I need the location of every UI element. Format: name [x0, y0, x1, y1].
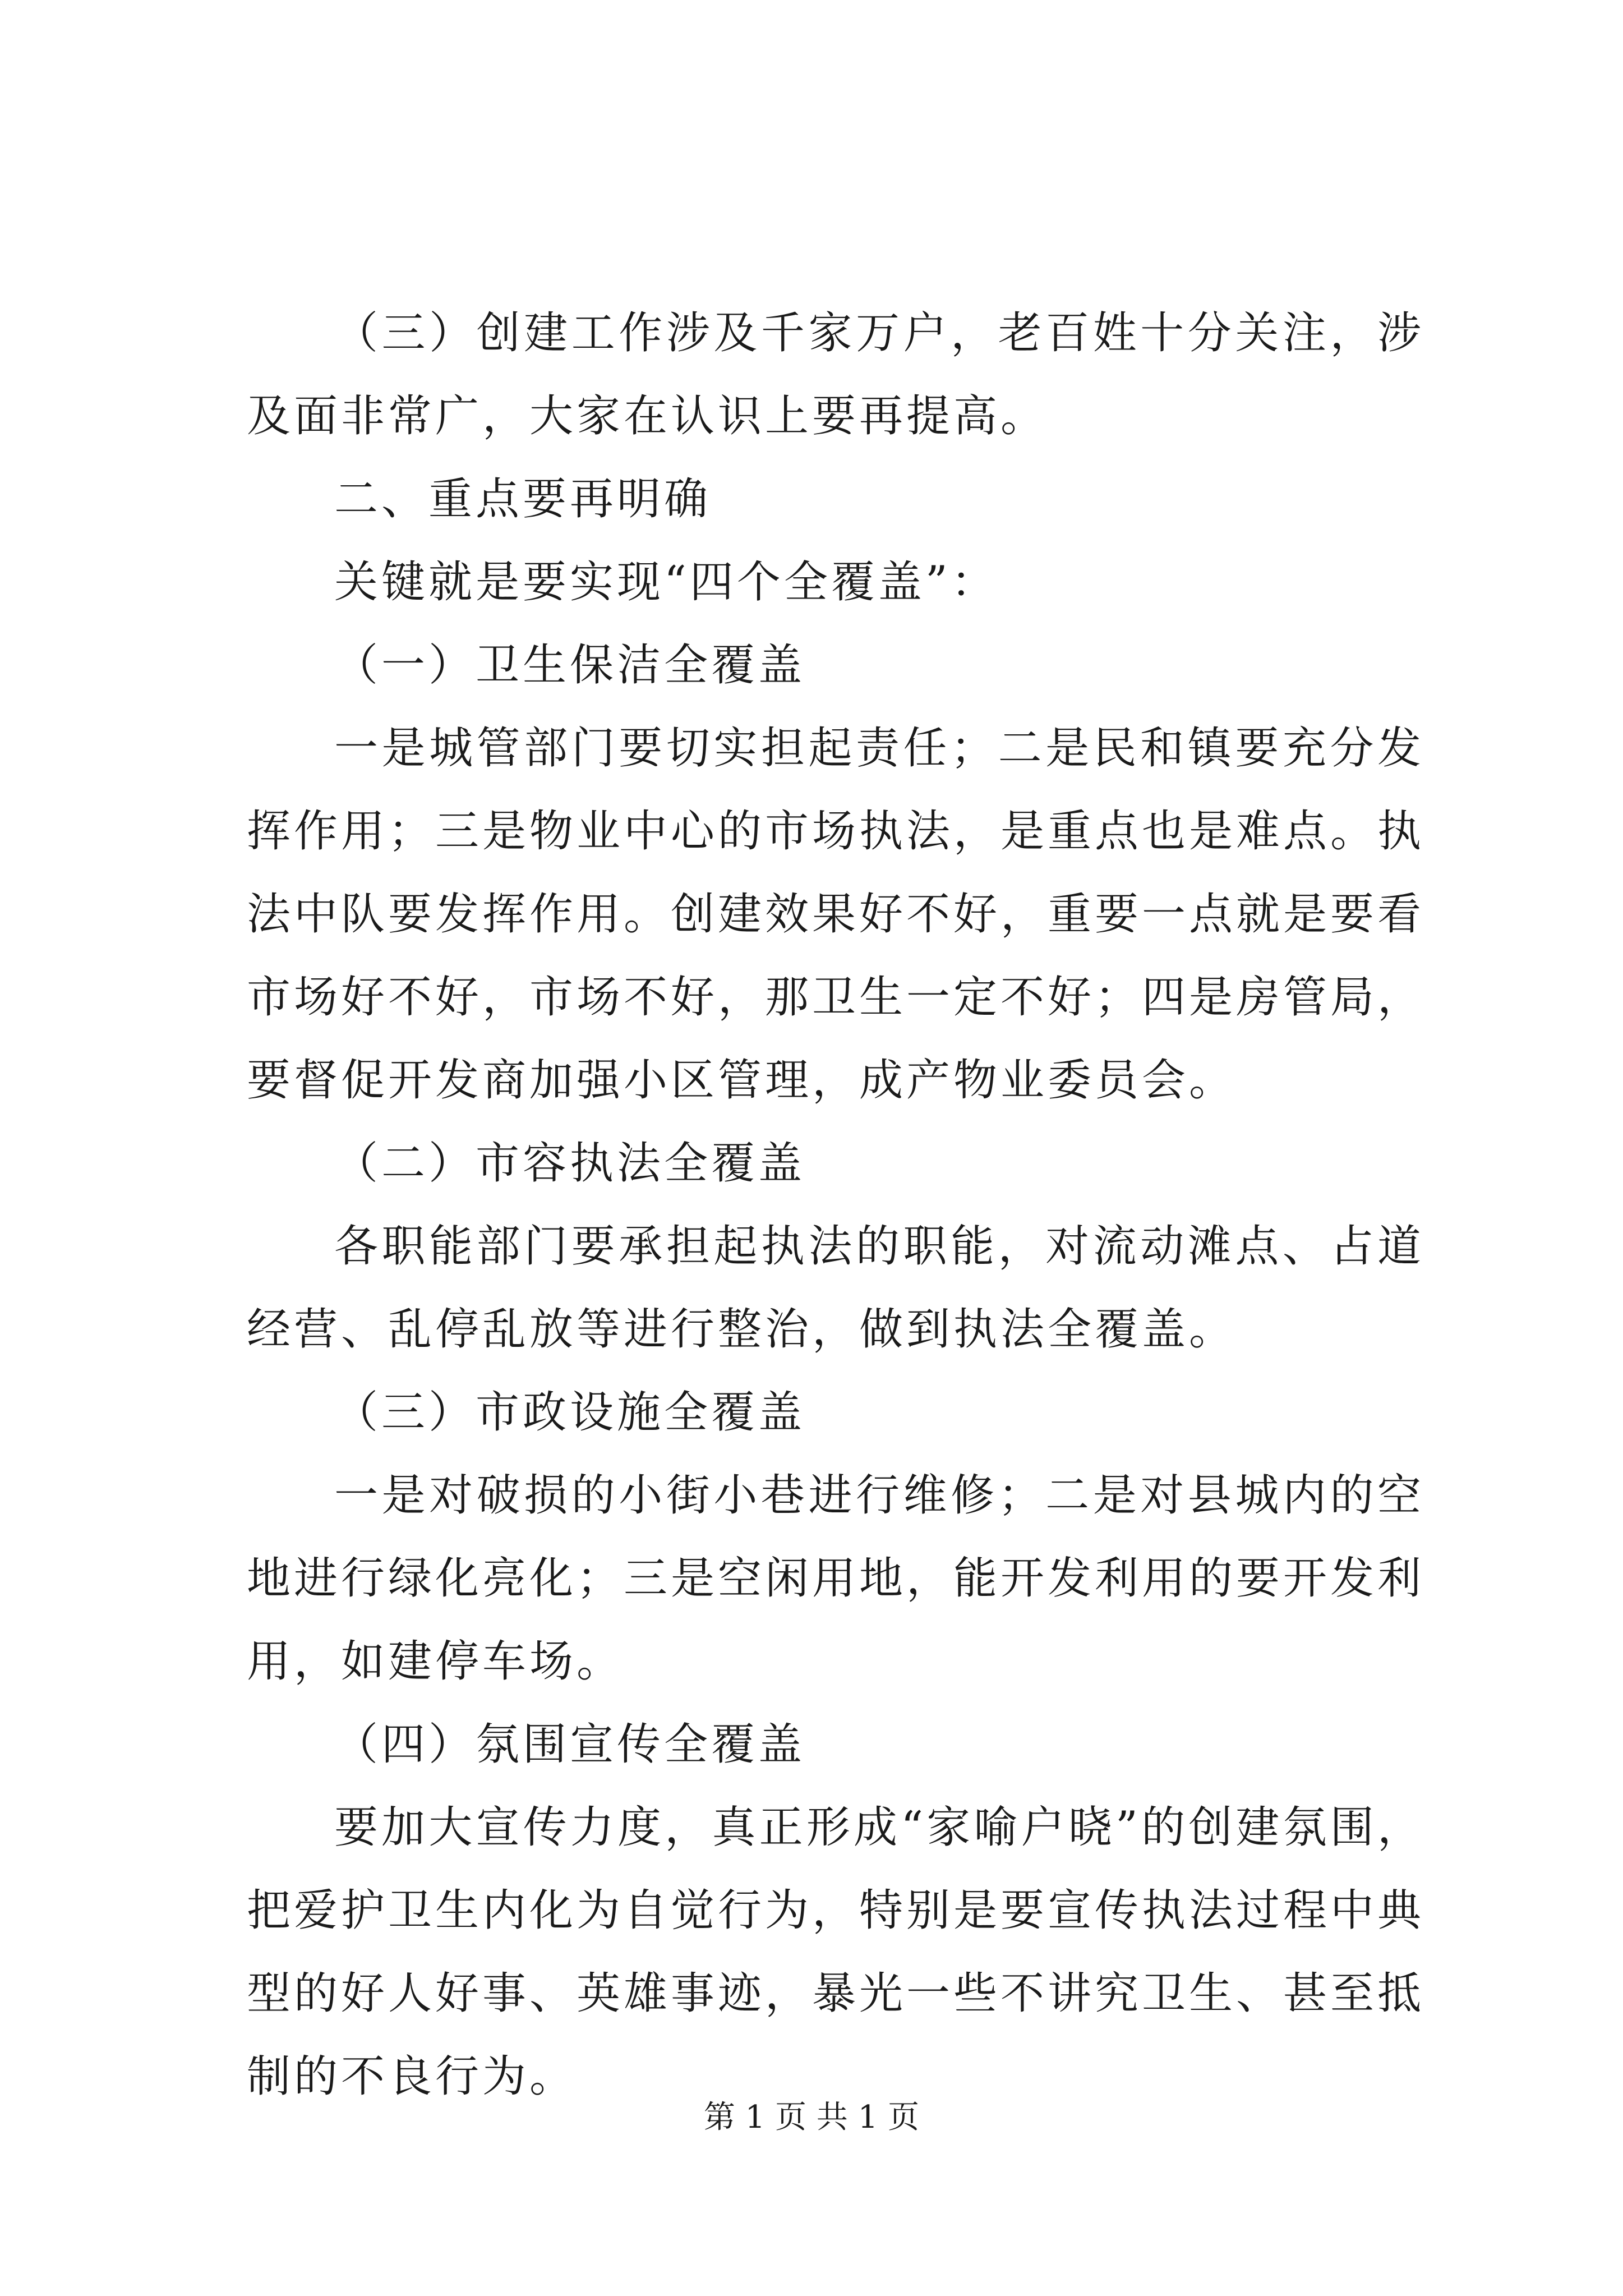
paragraph-1: （三）创建工作涉及千家万户，老百姓十分关注，涉及面非常广，大家在认识上要再提高。: [247, 308, 1424, 441]
paragraph-6: （二）市容执法全覆盖: [334, 1138, 806, 1189]
paragraph-8: （三）市政设施全覆盖: [334, 1387, 806, 1438]
paragraph-10: （四）氛围宣传全覆盖: [334, 1719, 806, 1770]
document-body: [247, 292, 1424, 2118]
paragraph-9: 一是对破损的小街小巷进行维修；二是对县城内的空地进行绿化亮化；三是空闲用地，能开发利用的要开发利用，如建停车场。: [247, 1470, 1425, 1687]
paragraph-11: 要加大宣传力度，真正形成“家喻户晓”的创建氛围，把爱护卫生内化为自觉行为，特别是要宣传执法过程中典型的好人好事、英雄事迹，暴光一些不讲究卫生、甚至抵制的不良行为。: [247, 1802, 1425, 2102]
paragraph-5: 一是城管部门要切实担起责任；二是民和镇要充分发挥作用；三是物业中心的市场执法，是重点也是难点。执法中队要发挥作用。创建效果好不好，重要一点就是要看市场好不好，市场不好，那卫生一定不好；四是房管局，要督促开发商加强小区管理，成产物业委员会。: [247, 723, 1425, 1106]
paragraph-7: 各职能部门要承担起执法的职能，对流动滩点、占道经营、乱停乱放等进行整治，做到执法全覆盖。: [247, 1221, 1424, 1355]
paragraph-2: 二、重点要再明确: [334, 474, 712, 524]
paragraph-3: 关键就是要实现“四个全覆盖”：: [334, 557, 998, 608]
paragraph-4: （一）卫生保洁全覆盖: [334, 640, 806, 691]
page-footer: 第 1 页 共 1 页: [703, 2099, 920, 2136]
